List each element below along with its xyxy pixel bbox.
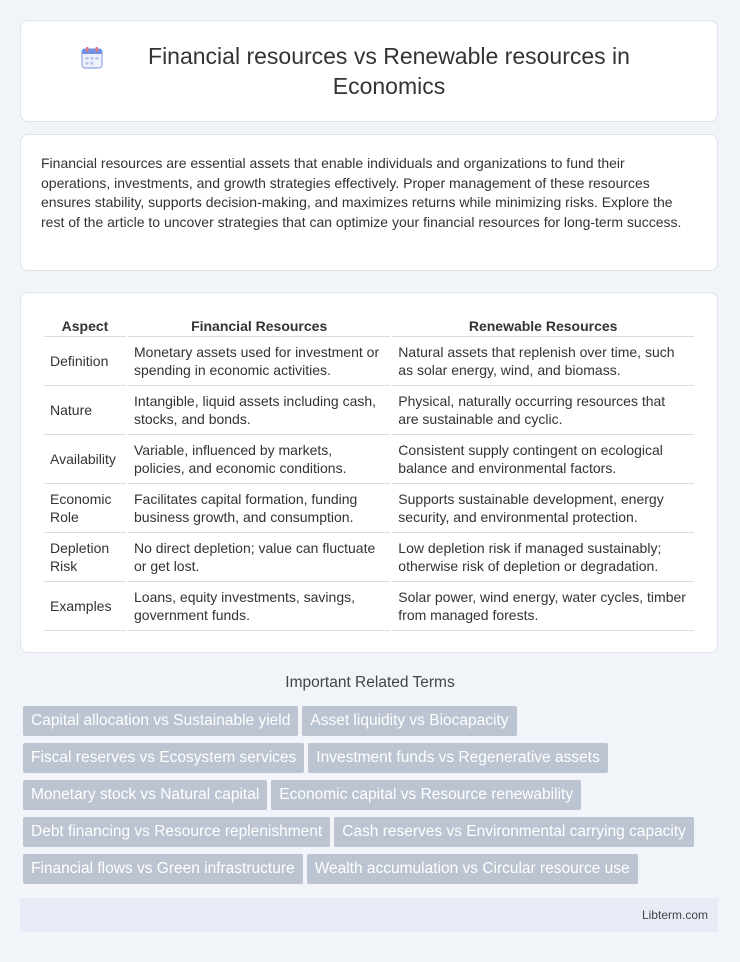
- financial-cell: Variable, influenced by markets, policies, and economic conditions.: [128, 435, 390, 484]
- renewable-cell: Supports sustainable development, energy security, and environmental protection.: [392, 484, 694, 533]
- header-aspect: Aspect: [44, 313, 126, 337]
- footer-brand[interactable]: Libterm.com: [641, 908, 708, 922]
- intro-text: Financial resources are essential assets that enable individuals and organizations to fund their operations, investments, and growth strategies effectively. Proper management of these resources ensures stability, supports decision-making, and maximizes returns while minimizing risks. Explore the rest of the article to uncover strategies that can optimize your financial resources for long-term success.: [41, 155, 682, 230]
- renewable-cell: Natural assets that replenish over time, such as solar energy, wind, and biomass.: [392, 337, 694, 386]
- related-term-tag[interactable]: Financial flows vs Green infrastructure: [23, 854, 303, 884]
- table-row: [44, 533, 694, 582]
- related-term-tag[interactable]: Capital allocation vs Sustainable yield: [23, 706, 298, 736]
- renewable-cell: Low depletion risk if managed sustainably; otherwise risk of depletion or degradation.: [392, 533, 694, 582]
- aspect-cell: Examples: [44, 582, 126, 631]
- financial-cell: Facilitates capital formation, funding business growth, and consumption.: [128, 484, 390, 533]
- table-row: [44, 484, 694, 533]
- renewable-cell: Physical, naturally occurring resources that are sustainable and cyclic.: [392, 386, 694, 435]
- renewable-cell: Consistent supply contingent on ecological balance and environmental factors.: [392, 435, 694, 484]
- renewable-cell: Solar power, wind energy, water cycles, timber from managed forests.: [392, 582, 694, 631]
- calendar-icon: [79, 45, 105, 71]
- aspect-cell: Economic Role: [44, 484, 126, 533]
- related-term-tag[interactable]: Wealth accumulation vs Circular resource use: [307, 854, 638, 884]
- financial-cell: Intangible, liquid assets including cash, stocks, and bonds.: [128, 386, 390, 435]
- table-row: [44, 582, 694, 631]
- header-financial: Financial Resources: [128, 313, 390, 337]
- aspect-cell: Definition: [44, 337, 126, 386]
- related-term-tag[interactable]: Economic capital vs Resource renewability: [271, 780, 581, 810]
- intro-card: [20, 134, 718, 271]
- financial-cell: Monetary assets used for investment or spending in economic activities.: [128, 337, 390, 386]
- financial-cell: No direct depletion; value can fluctuate or get lost.: [128, 533, 390, 582]
- aspect-cell: Nature: [44, 386, 126, 435]
- related-term-tag[interactable]: Asset liquidity vs Biocapacity: [302, 706, 516, 736]
- table-header-row: [44, 313, 694, 337]
- comparison-table: [42, 313, 696, 631]
- related-terms-list: [23, 706, 723, 891]
- title-card: [20, 20, 718, 122]
- table-row: [44, 386, 694, 435]
- aspect-cell: Depletion Risk: [44, 533, 126, 582]
- related-term-tag[interactable]: Debt financing vs Resource replenishment: [23, 817, 330, 847]
- header-renewable: Renewable Resources: [392, 313, 694, 337]
- table-row: [44, 435, 694, 484]
- related-term-tag[interactable]: Investment funds vs Regenerative assets: [308, 743, 607, 773]
- related-term-tag[interactable]: Fiscal reserves vs Ecosystem services: [23, 743, 304, 773]
- related-term-tag[interactable]: Monetary stock vs Natural capital: [23, 780, 267, 810]
- financial-cell: Loans, equity investments, savings, government funds.: [128, 582, 390, 631]
- page-title: Financial resources vs Renewable resources in Economics: [148, 43, 630, 99]
- related-terms-title: Important Related Terms: [285, 674, 455, 691]
- comparison-table-card: [20, 292, 718, 653]
- aspect-cell: Availability: [44, 435, 126, 484]
- related-term-tag[interactable]: Cash reserves vs Environmental carrying capacity: [334, 817, 694, 847]
- table-row: [44, 337, 694, 386]
- footer: [20, 898, 718, 932]
